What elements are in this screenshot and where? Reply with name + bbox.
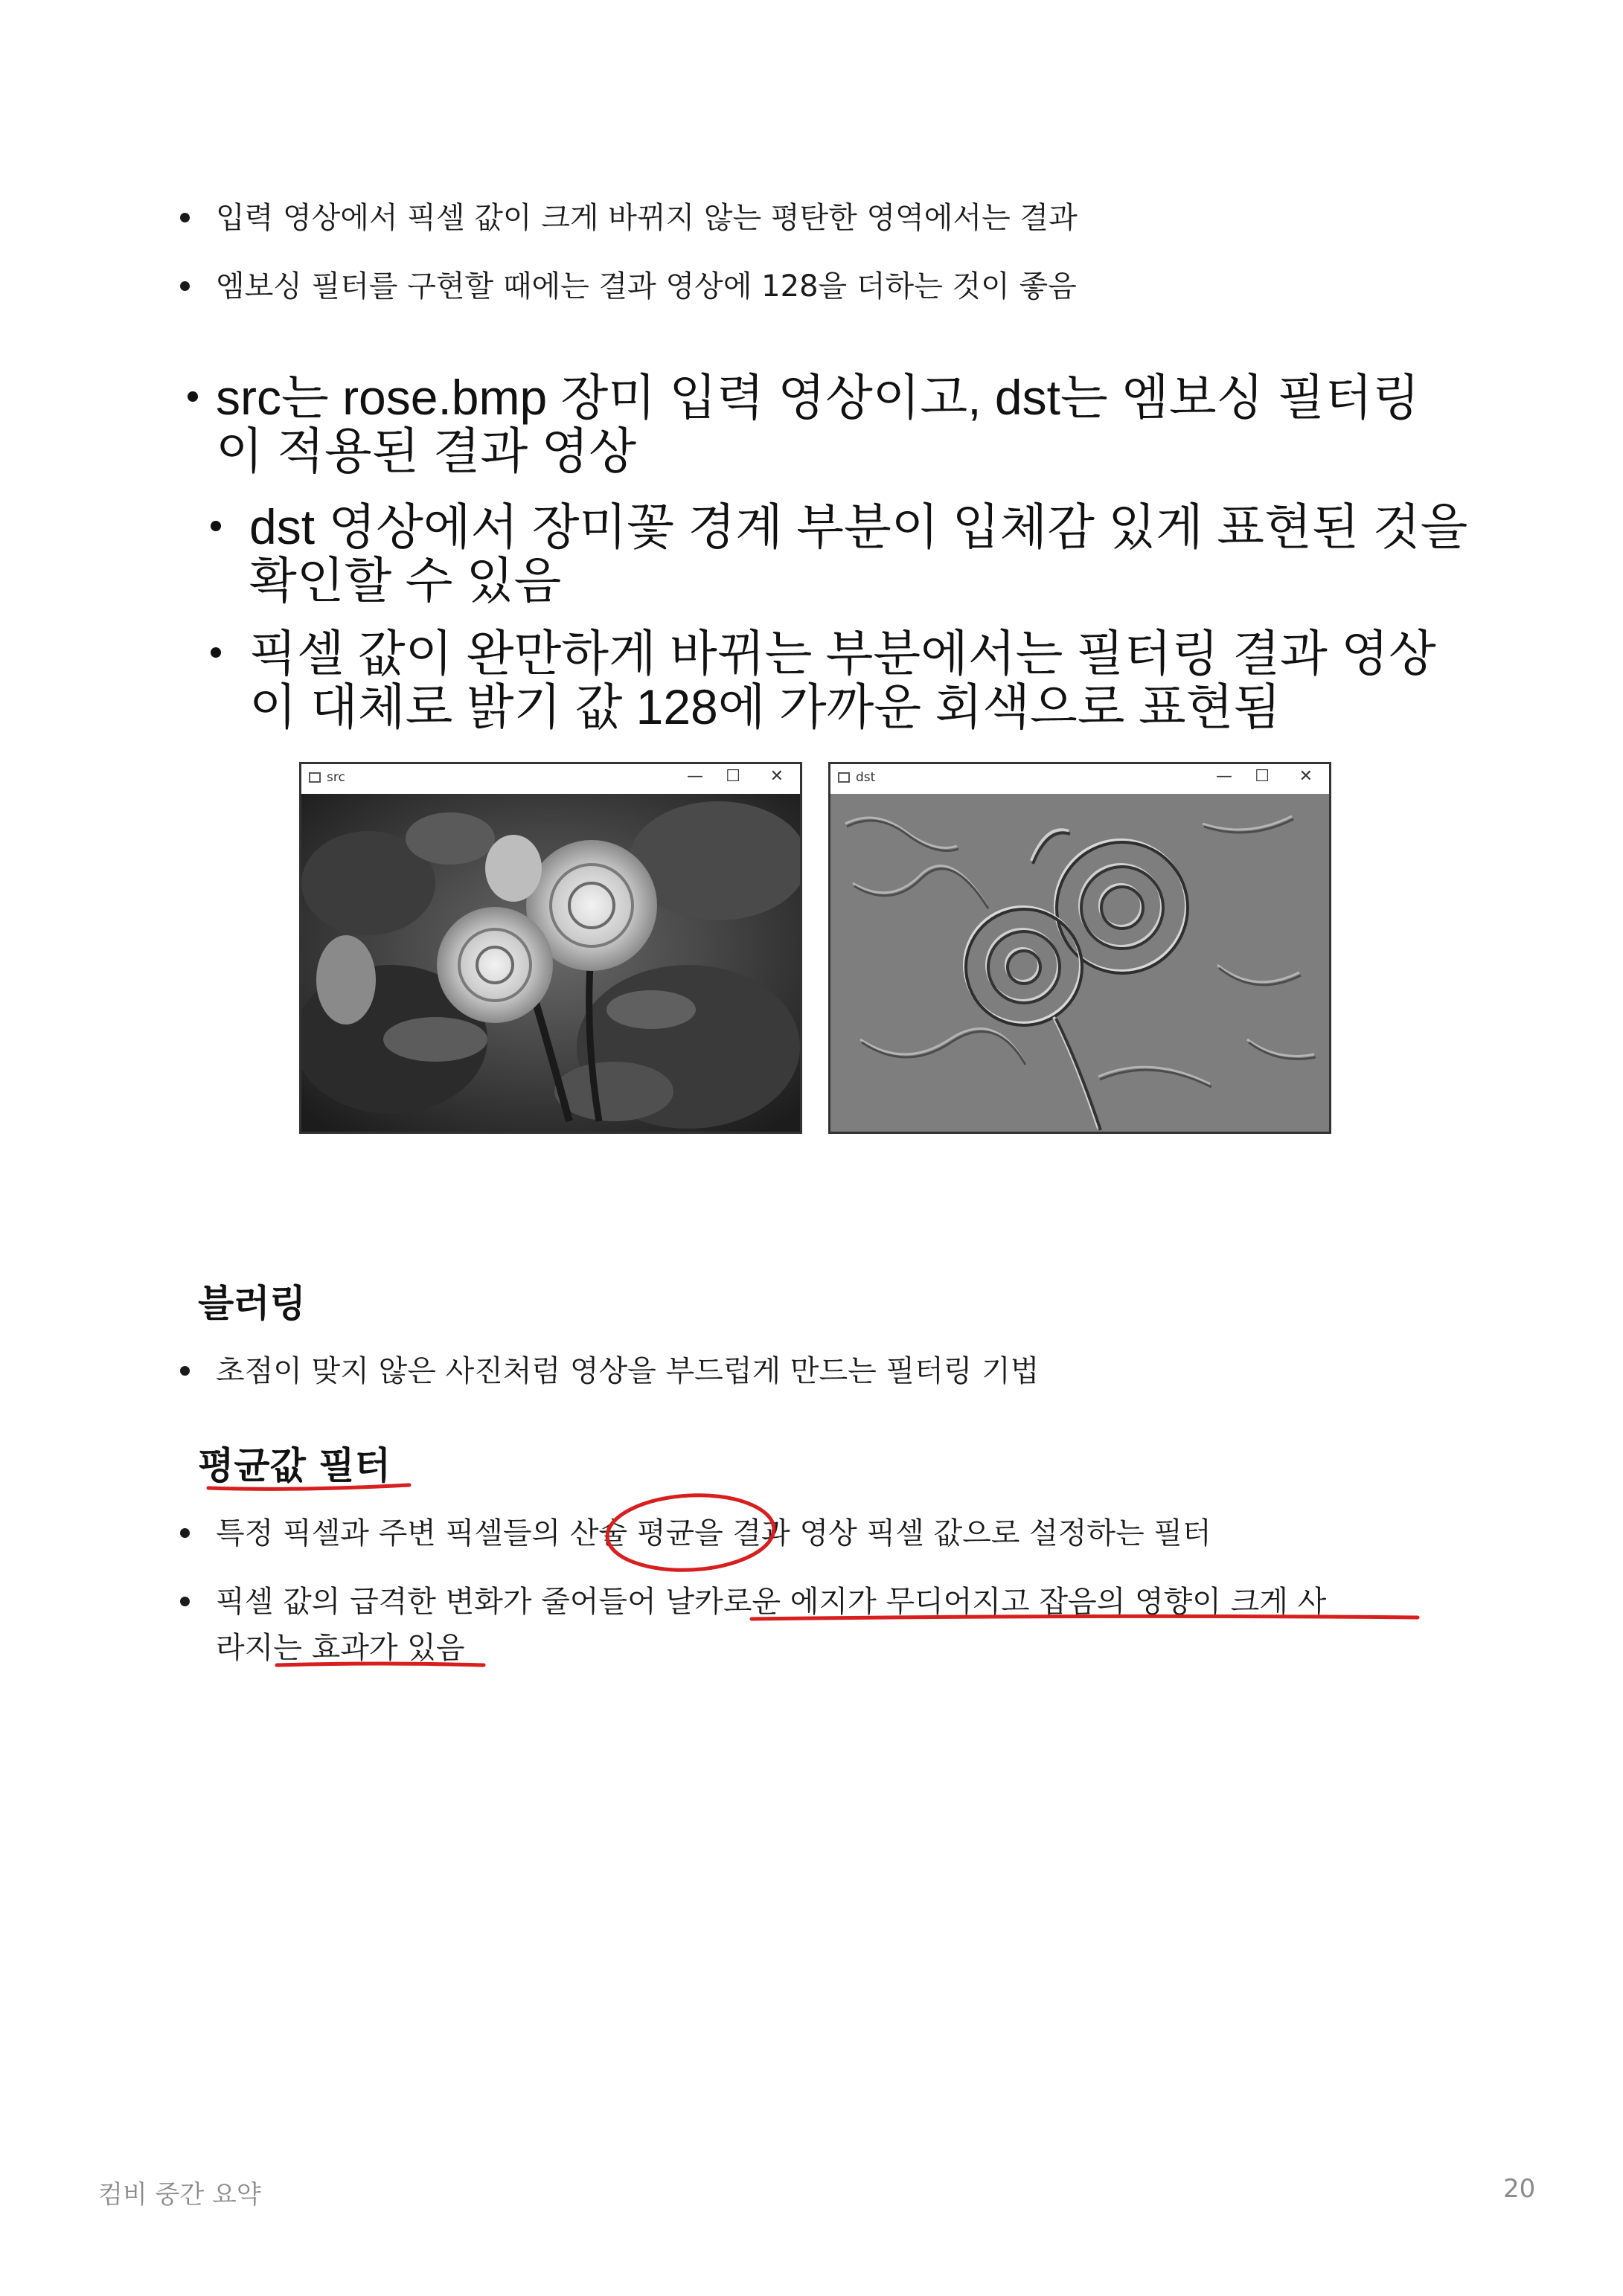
heading-underline	[208, 1485, 409, 1489]
dst-window-title: dst	[856, 770, 876, 785]
section-heading-mean-filter: 평균값 필터	[198, 1444, 391, 1487]
circle-around-arithmetic-mean	[606, 1491, 776, 1574]
close-button[interactable]: ✕	[769, 767, 784, 786]
bullet-text: 특정 픽셀과 주변 픽셀들의 산술 평균을 결과 영상 픽셀 값으로 설정하는 필터	[216, 1516, 1211, 1551]
footer-page-number: 20	[1503, 2174, 1536, 2204]
footer-doc-title: 컴비 중간 요약	[98, 2180, 261, 2210]
section-heading-blurring: 블러링	[198, 1282, 306, 1325]
underline-effect	[277, 1664, 484, 1665]
underline-sharp-edge	[752, 1616, 1418, 1619]
bullet-text: 초점이 맞지 않은 사진처럼 영상을 부드럽게 만드는 필터링 기법	[216, 1354, 1040, 1388]
slide-bullet-text: 픽셀 값이 완만하게 바뀌는 부분에서는 필터링 결과 영상이 대체로 밝기 값 128에 가까운 회색으로 표현됨	[249, 626, 1436, 734]
bullet-text: 입력 영상에서 픽셀 값이 크게 바뀌지 않는 평탄한 영역에서는 결과	[216, 201, 1078, 235]
maximize-button[interactable]: ☐	[726, 767, 740, 786]
close-button[interactable]: ✕	[1299, 767, 1313, 786]
slide-bullet-text: src는 rose.bmp 장미 입력 영상이고, dst는 엠보싱 필터링 이 적용된 결과 영상	[216, 370, 1420, 478]
minimize-button[interactable]: —	[687, 767, 703, 786]
minimize-button[interactable]: —	[1216, 767, 1232, 786]
bullet-text-line2: 라지는 효과가 있음	[216, 1631, 465, 1665]
maximize-button[interactable]: ☐	[1255, 767, 1270, 786]
src-window-title: src	[327, 770, 345, 785]
bullet-text-line1: 픽셀 값의 급격한 변화가 줄어들어 날카로운 에지가 무디어지고 잡음의 영향이 크게 사	[216, 1585, 1327, 1619]
bullet-text: 엠보싱 필터를 구현할 때에는 결과 영상에 128을 더하는 것이 좋음	[216, 269, 1077, 304]
slide-bullet-text: dst 영상에서 장미꽃 경계 부분이 입체감 있게 표현된 것을 확인할 수 있음	[249, 499, 1468, 608]
